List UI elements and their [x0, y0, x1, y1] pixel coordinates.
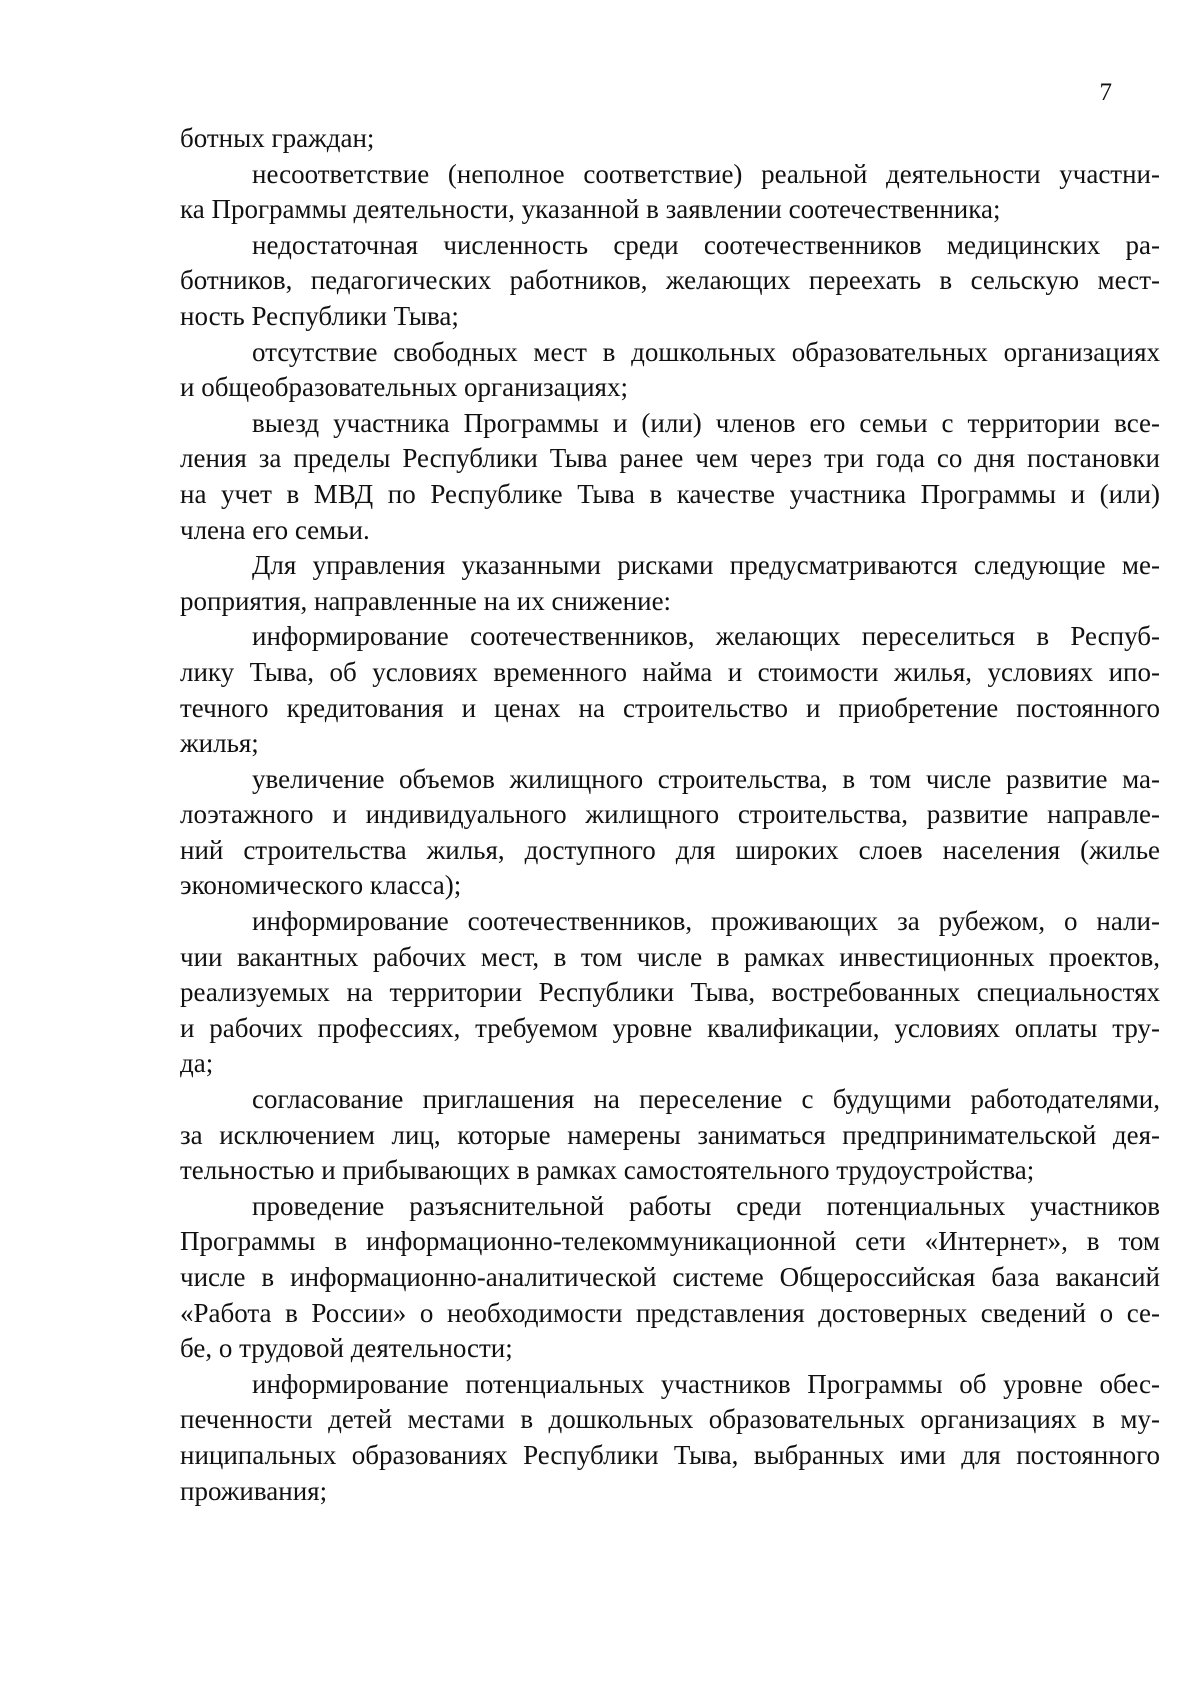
paragraph: [180, 762, 1160, 904]
page-number: 7: [1099, 79, 1112, 106]
paragraph: [180, 121, 1160, 157]
text-line: ниципальных образованиях Республики Тыва, выбранных ими для постоянного: [180, 1439, 1160, 1470]
paragraph: [180, 335, 1160, 406]
paragraph: [180, 548, 1160, 619]
text-line: Для управления указанными рисками предусматриваются следующие ме-: [252, 550, 1160, 581]
text-line: ботников, педагогических работников, желающих переехать в сельскую мест-: [180, 265, 1160, 296]
text-line: согласование приглашения на переселение с будущими работодателями,: [252, 1084, 1160, 1115]
text-line: ления за пределы Республики Тыва ранее чем через три года со дня постановки: [180, 443, 1160, 474]
text-line: ний строительства жилья, доступного для широких слоев населения (жилье: [180, 834, 1160, 865]
text-line: числе в информационно-аналитической системе Общероссийская база вакансий: [180, 1262, 1160, 1292]
paragraph: [180, 157, 1160, 228]
text-line: чии вакантных рабочих мест, в том числе в рамках инвестиционных проектов,: [180, 941, 1160, 972]
text-line: за исключением лиц, которые намерены заниматься предпринимательской дея-: [180, 1119, 1160, 1150]
text-line: члена его семьи.: [180, 514, 370, 545]
text-line: информирование соотечественников, желающих переселиться в Респуб-: [252, 621, 1160, 652]
text-line: ка Программы деятельности, указанной в заявлении соотечественника;: [180, 194, 1001, 225]
paragraph: [180, 228, 1160, 335]
text-line: выезд участника Программы и (или) членов его семьи с территории все-: [252, 407, 1160, 438]
text-line: «Работа в России» о необходимости представления достоверных сведений о се-: [180, 1297, 1160, 1328]
text-line: реализуемых на территории Республики Тыва, востребованных специальностях: [180, 977, 1160, 1008]
text-line: информирование потенциальных участников Программы об уровне обес-: [252, 1368, 1160, 1399]
text-line: на учет в МВД по Республике Тыва в качестве участника Программы и (или): [180, 478, 1160, 509]
text-line: увеличение объемов жилищного строительства, в том числе развитие ма-: [252, 763, 1160, 794]
text-line: ность Республики Тыва;: [180, 300, 459, 331]
paragraph: [180, 406, 1160, 548]
text-line: информирование соотечественников, проживающих за рубежом, о нали-: [252, 906, 1160, 937]
text-line: и рабочих профессиях, требуемом уровне квалификации, условиях оплаты тру-: [180, 1012, 1160, 1043]
text-line: лоэтажного и индивидуального жилищного строительства, развитие направле-: [180, 799, 1160, 830]
text-line: недостаточная численность среди соотечественников медицинских ра-: [252, 229, 1160, 260]
text-line: лику Тыва, об условиях временного найма и стоимости жилья, условиях ипо-: [180, 656, 1160, 687]
text-line: Программы в информационно-телекоммуникационной сети «Интернет», в том: [180, 1226, 1160, 1257]
text-line: ботных граждан;: [180, 123, 375, 153]
text-line: и общеобразовательных организациях;: [180, 372, 628, 403]
paragraph: [180, 1189, 1160, 1367]
text-line: течного кредитования и ценах на строительство и приобретение постоянного: [180, 692, 1160, 723]
text-line: экономического класса);: [180, 870, 462, 901]
text-line: жилья;: [180, 728, 259, 759]
text-line: печенности детей местами в дошкольных образовательных организациях в му-: [180, 1404, 1160, 1435]
text-line: роприятия, направленные на их снижение:: [180, 585, 672, 616]
text-line: несоответствие (неполное соответствие) реальной деятельности участни-: [252, 158, 1160, 189]
text-line: отсутствие свободных мест в дошкольных образовательных организациях: [252, 336, 1160, 367]
paragraph: [180, 904, 1160, 1082]
text-line: бе, о трудовой деятельности;: [180, 1333, 513, 1364]
text-line: тельностью и прибывающих в рамках самостоятельного трудоустройства;: [180, 1155, 1035, 1186]
text-line: проживания;: [180, 1475, 328, 1506]
paragraph: [180, 1367, 1160, 1509]
paragraph: [180, 1082, 1160, 1189]
text-line: проведение разъяснительной работы среди потенциальных участников: [252, 1190, 1160, 1221]
document-body: [180, 121, 1160, 1509]
paragraph: [180, 619, 1160, 761]
text-line: да;: [180, 1048, 214, 1079]
